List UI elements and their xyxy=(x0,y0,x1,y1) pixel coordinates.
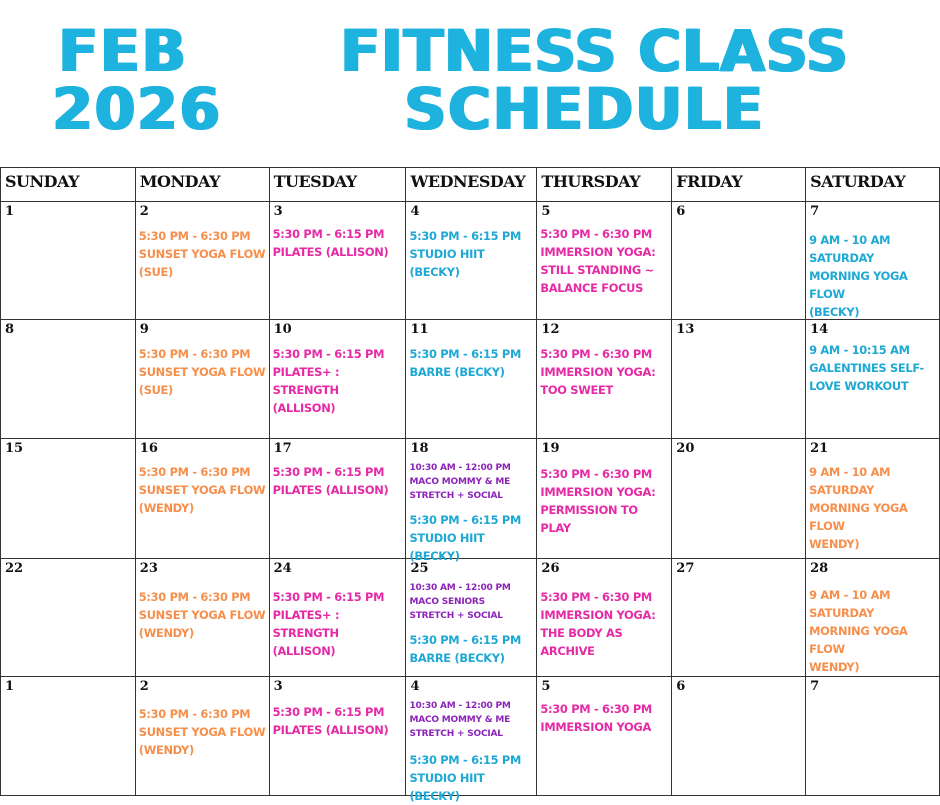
day-number: 4 xyxy=(410,679,420,694)
day-number: 21 xyxy=(810,441,829,456)
title-month: FEB xyxy=(58,17,188,85)
day-number: 20 xyxy=(676,441,695,456)
class-event: 9 AM - 10 AM SATURDAY MORNING YOGA FLOW (BECKY) xyxy=(809,233,908,319)
day-number: 27 xyxy=(676,561,695,576)
day-cell-saturday xyxy=(806,320,940,439)
day-number: 25 xyxy=(410,561,429,576)
day-cell-tuesday xyxy=(269,202,406,320)
class-event: 5:30 PM - 6:15 PM PILATES (ALLISON) xyxy=(272,227,389,259)
day-number: 4 xyxy=(410,204,420,219)
day-cell-saturday xyxy=(806,559,940,677)
day-number: 26 xyxy=(541,561,560,576)
day-cell-monday xyxy=(135,559,269,677)
day-cell-monday xyxy=(135,320,269,439)
day-number: 1 xyxy=(5,679,15,694)
day-number: 3 xyxy=(273,204,283,219)
day-number: 13 xyxy=(676,322,695,337)
day-cell-thursday xyxy=(537,320,672,439)
day-number: 7 xyxy=(810,679,820,694)
day-number: 2 xyxy=(139,679,149,694)
day-cell-saturday xyxy=(806,439,940,559)
day-cell-wednesday xyxy=(406,439,537,563)
day-cell-saturday xyxy=(806,677,940,796)
day-number: 24 xyxy=(273,561,292,576)
class-event: 5:30 PM - 6:15 PM PILATES+ : STRENGTH (ALLISON) xyxy=(272,590,385,658)
class-event: 5:30 PM - 6:30 PM IMMERSION YOGA xyxy=(540,702,652,734)
title-line-2: SCHEDULE xyxy=(404,75,765,143)
day-cell-monday xyxy=(135,439,269,559)
class-event: 5:30 PM - 6:15 PM PILATES+ : STRENGTH (ALLISON) xyxy=(272,347,385,415)
weekday-tuesday: TUESDAY xyxy=(269,168,406,202)
weekday-header-row xyxy=(1,168,940,202)
class-event: 5:30 PM - 6:15 PM STUDIO HIIT (BECKY) xyxy=(409,513,521,563)
day-cell-tuesday xyxy=(269,559,406,677)
day-number: 18 xyxy=(410,441,429,456)
week-row xyxy=(1,202,940,320)
day-cell-friday xyxy=(672,202,806,320)
day-cell-friday xyxy=(672,559,806,677)
class-event: 5:30 PM - 6:30 PM IMMERSION YOGA: TOO SWEET xyxy=(540,347,656,397)
day-cell-wednesday xyxy=(406,320,537,439)
day-number: 10 xyxy=(273,322,292,337)
day-cell-tuesday xyxy=(269,320,406,439)
day-cell-wednesday xyxy=(406,559,537,677)
class-event: 5:30 PM - 6:30 PM SUNSET YOGA FLOW (SUE) xyxy=(138,347,266,397)
day-cell-friday xyxy=(672,320,806,439)
day-cell-wednesday xyxy=(406,202,537,320)
class-event: 5:30 PM - 6:30 PM SUNSET YOGA FLOW (SUE) xyxy=(138,229,266,279)
day-number: 7 xyxy=(810,204,820,219)
weekday-friday: FRIDAY xyxy=(672,168,806,202)
weekday-sunday: SUNDAY xyxy=(1,168,136,202)
class-event: 5:30 PM - 6:30 PM SUNSET YOGA FLOW (WENDY) xyxy=(138,590,266,640)
day-number: 23 xyxy=(139,561,158,576)
class-event: 5:30 PM - 6:15 PM BARRE (BECKY) xyxy=(409,347,521,379)
day-number: 19 xyxy=(541,441,560,456)
weekday-thursday: THURSDAY xyxy=(537,168,672,202)
title-year: 2026 xyxy=(52,75,222,143)
day-number: 17 xyxy=(273,441,292,456)
title-line-1: FITNESS CLASS xyxy=(340,17,849,85)
day-number: 2 xyxy=(139,204,149,219)
day-number: 6 xyxy=(676,679,686,694)
weekday-saturday: SATURDAY xyxy=(806,168,940,202)
day-cell-saturday xyxy=(806,202,940,320)
day-number: 14 xyxy=(810,322,829,337)
day-number: 3 xyxy=(273,679,283,694)
class-event: 5:30 PM - 6:30 PM IMMERSION YOGA: PERMISSION TO PLAY xyxy=(540,467,656,535)
class-event: 5:30 PM - 6:15 PM PILATES (ALLISON) xyxy=(272,705,389,737)
class-event: 10:30 AM - 12:00 PM MACO MOMMY & ME STRETCH + SOCIAL xyxy=(409,463,511,501)
day-cell-thursday xyxy=(537,559,672,677)
day-cell-monday xyxy=(135,202,269,320)
day-cell-tuesday xyxy=(269,677,406,796)
day-number: 8 xyxy=(5,322,15,337)
day-number: 1 xyxy=(5,204,15,219)
day-number: 5 xyxy=(541,679,551,694)
day-cell-thursday xyxy=(537,677,672,796)
class-event: 5:30 PM - 6:15 PM PILATES (ALLISON) xyxy=(272,465,389,497)
class-event: 9 AM - 10 AM SATURDAY MORNING YOGA FLOW WENDY) xyxy=(809,465,908,551)
class-event: 9 AM - 10:15 AM GALENTINES SELF- LOVE WORKOUT xyxy=(809,343,924,393)
week-row xyxy=(1,559,940,677)
day-cell-thursday xyxy=(537,439,672,559)
day-cell-monday xyxy=(135,677,269,796)
day-cell-sunday xyxy=(1,439,136,559)
class-event: 5:30 PM - 6:15 PM BARRE (BECKY) xyxy=(409,633,521,665)
day-number: 16 xyxy=(139,441,158,456)
day-cell-sunday xyxy=(1,202,136,320)
day-cell-wednesday xyxy=(406,677,537,803)
class-event: 5:30 PM - 6:30 PM IMMERSION YOGA: THE BODY AS ARCHIVE xyxy=(540,590,656,658)
day-cell-friday xyxy=(672,677,806,796)
day-number: 15 xyxy=(5,441,24,456)
class-event: 5:30 PM - 6:15 PM STUDIO HIIT (BECKY) xyxy=(409,753,521,803)
day-number: 9 xyxy=(139,322,149,337)
class-event: 5:30 PM - 6:30 PM IMMERSION YOGA: STILL STANDING ~ BALANCE FOCUS xyxy=(540,227,656,295)
day-cell-friday xyxy=(672,439,806,559)
class-event: 5:30 PM - 6:30 PM SUNSET YOGA FLOW (WENDY) xyxy=(138,465,266,515)
day-number: 28 xyxy=(810,561,829,576)
day-number: 22 xyxy=(5,561,24,576)
day-number: 5 xyxy=(541,204,551,219)
week-row xyxy=(1,320,940,439)
day-number: 11 xyxy=(410,322,429,337)
class-event: 5:30 PM - 6:15 PM STUDIO HIIT (BECKY) xyxy=(409,229,521,279)
weekday-wednesday: WEDNESDAY xyxy=(406,168,537,202)
day-number: 12 xyxy=(541,322,560,337)
day-number: 6 xyxy=(676,204,686,219)
week-row xyxy=(1,677,940,796)
calendar-grid xyxy=(0,167,940,803)
day-cell-sunday xyxy=(1,677,136,796)
class-event: 5:30 PM - 6:30 PM SUNSET YOGA FLOW (WENDY) xyxy=(138,707,266,757)
class-event: 9 AM - 10 AM SATURDAY MORNING YOGA FLOW WENDY) xyxy=(809,588,908,674)
week-row xyxy=(1,439,940,559)
class-event: 10:30 AM - 12:00 PM MACO MOMMY & ME STRETCH + SOCIAL xyxy=(409,701,511,739)
day-cell-sunday xyxy=(1,320,136,439)
class-event: 10:30 AM - 12:00 PM MACO SENIORS STRETCH + SOCIAL xyxy=(409,583,511,621)
day-cell-tuesday xyxy=(269,439,406,559)
day-cell-thursday xyxy=(537,202,672,320)
day-cell-sunday xyxy=(1,559,136,677)
weekday-monday: MONDAY xyxy=(135,168,269,202)
